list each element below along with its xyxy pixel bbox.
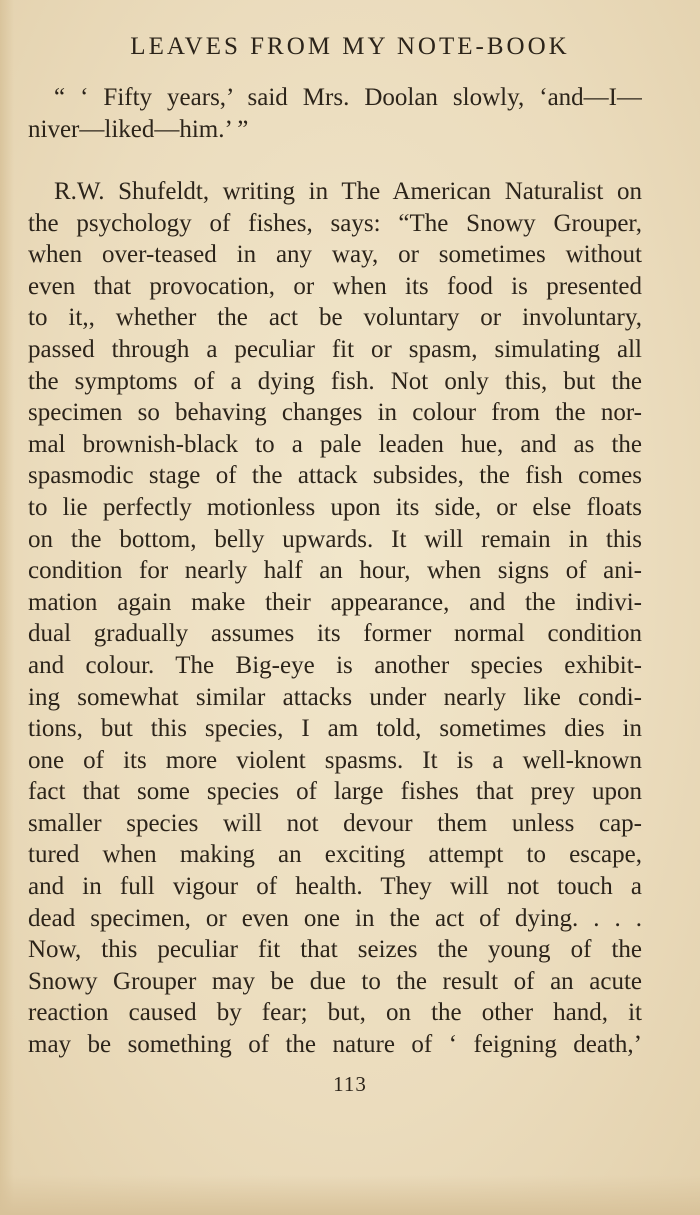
paragraph-line: to lie perfectly motionless upon its side, or else floats [28,493,642,521]
quote-block [28,82,642,145]
quote-line: niver—liked—him.’ ” [28,115,249,143]
paragraph-line: Snowy Grouper may be due to the result of an acute [28,967,642,995]
paragraph-line: tions, but this species, I am told, sometimes dies in [28,715,642,743]
paragraph-line: dead specimen, or even one in the act of dying. . . . [28,904,642,932]
paragraph-line: passed through a peculiar fit or spasm, simulating all [28,335,642,363]
body-paragraph [28,176,642,1061]
paragraph-line: and colour. The Big-eye is another species exhibit- [28,651,642,679]
paragraph-line: even that provocation, or when its food is presented [28,272,642,300]
paragraph-line: to it,, whether the act be voluntary or involuntary, [28,304,642,332]
paragraph-line: condition for nearly half an hour, when signs of ani- [28,557,642,585]
paragraph-line: mal brownish-black to a pale leaden hue, and as the [28,430,642,458]
running-head: LEAVES FROM MY NOTE-BOOK [130,33,570,60]
paragraph-line: smaller species will not devour them unless cap- [28,809,642,837]
paragraph-line: mation again make their appearance, and the indivi- [28,588,642,616]
paragraph-line: may be something of the nature of ‘ feigning death,’ [28,1031,642,1059]
paragraph-line: the psychology of fishes, says: “The Snowy Grouper, [28,209,642,237]
paragraph-line: Now, this peculiar fit that seizes the young of the [28,936,642,964]
paragraph-line: and in full vigour of health. They will not touch a [28,873,642,901]
paragraph-line: specimen so behaving changes in colour from the nor- [28,399,642,427]
paragraph-line: on the bottom, belly upwards. It will remain in this [28,525,642,553]
paragraph-line: tured when making an exciting attempt to escape, [28,841,642,869]
quote-line: “ ‘ Fifty years,’ said Mrs. Doolan slowly, ‘and—I— [54,84,642,111]
paragraph-line: ing somewhat similar attacks under nearly like condi- [28,683,642,711]
paragraph-line: the symptoms of a dying fish. Not only this, but the [28,367,642,395]
page-bottom-shadow [0,1175,700,1215]
paragraph-line: reaction caused by fear; but, on the other hand, it [28,999,642,1027]
page-number: 113 [333,1072,367,1096]
paragraph-line: dual gradually assumes its former normal condition [28,620,642,648]
page-edge-shadow [0,0,14,1215]
paragraph-line: R.W. Shufeldt, writing in The American Naturalist on [54,178,642,205]
paragraph-line: when over-teased in any way, or sometimes without [28,241,642,269]
paragraph-line: spasmodic stage of the attack subsides, the fish comes [28,462,642,490]
paragraph-line: one of its more violent spasms. It is a well-known [28,746,642,774]
paragraph-line: fact that some species of large fishes that prey upon [28,778,642,806]
